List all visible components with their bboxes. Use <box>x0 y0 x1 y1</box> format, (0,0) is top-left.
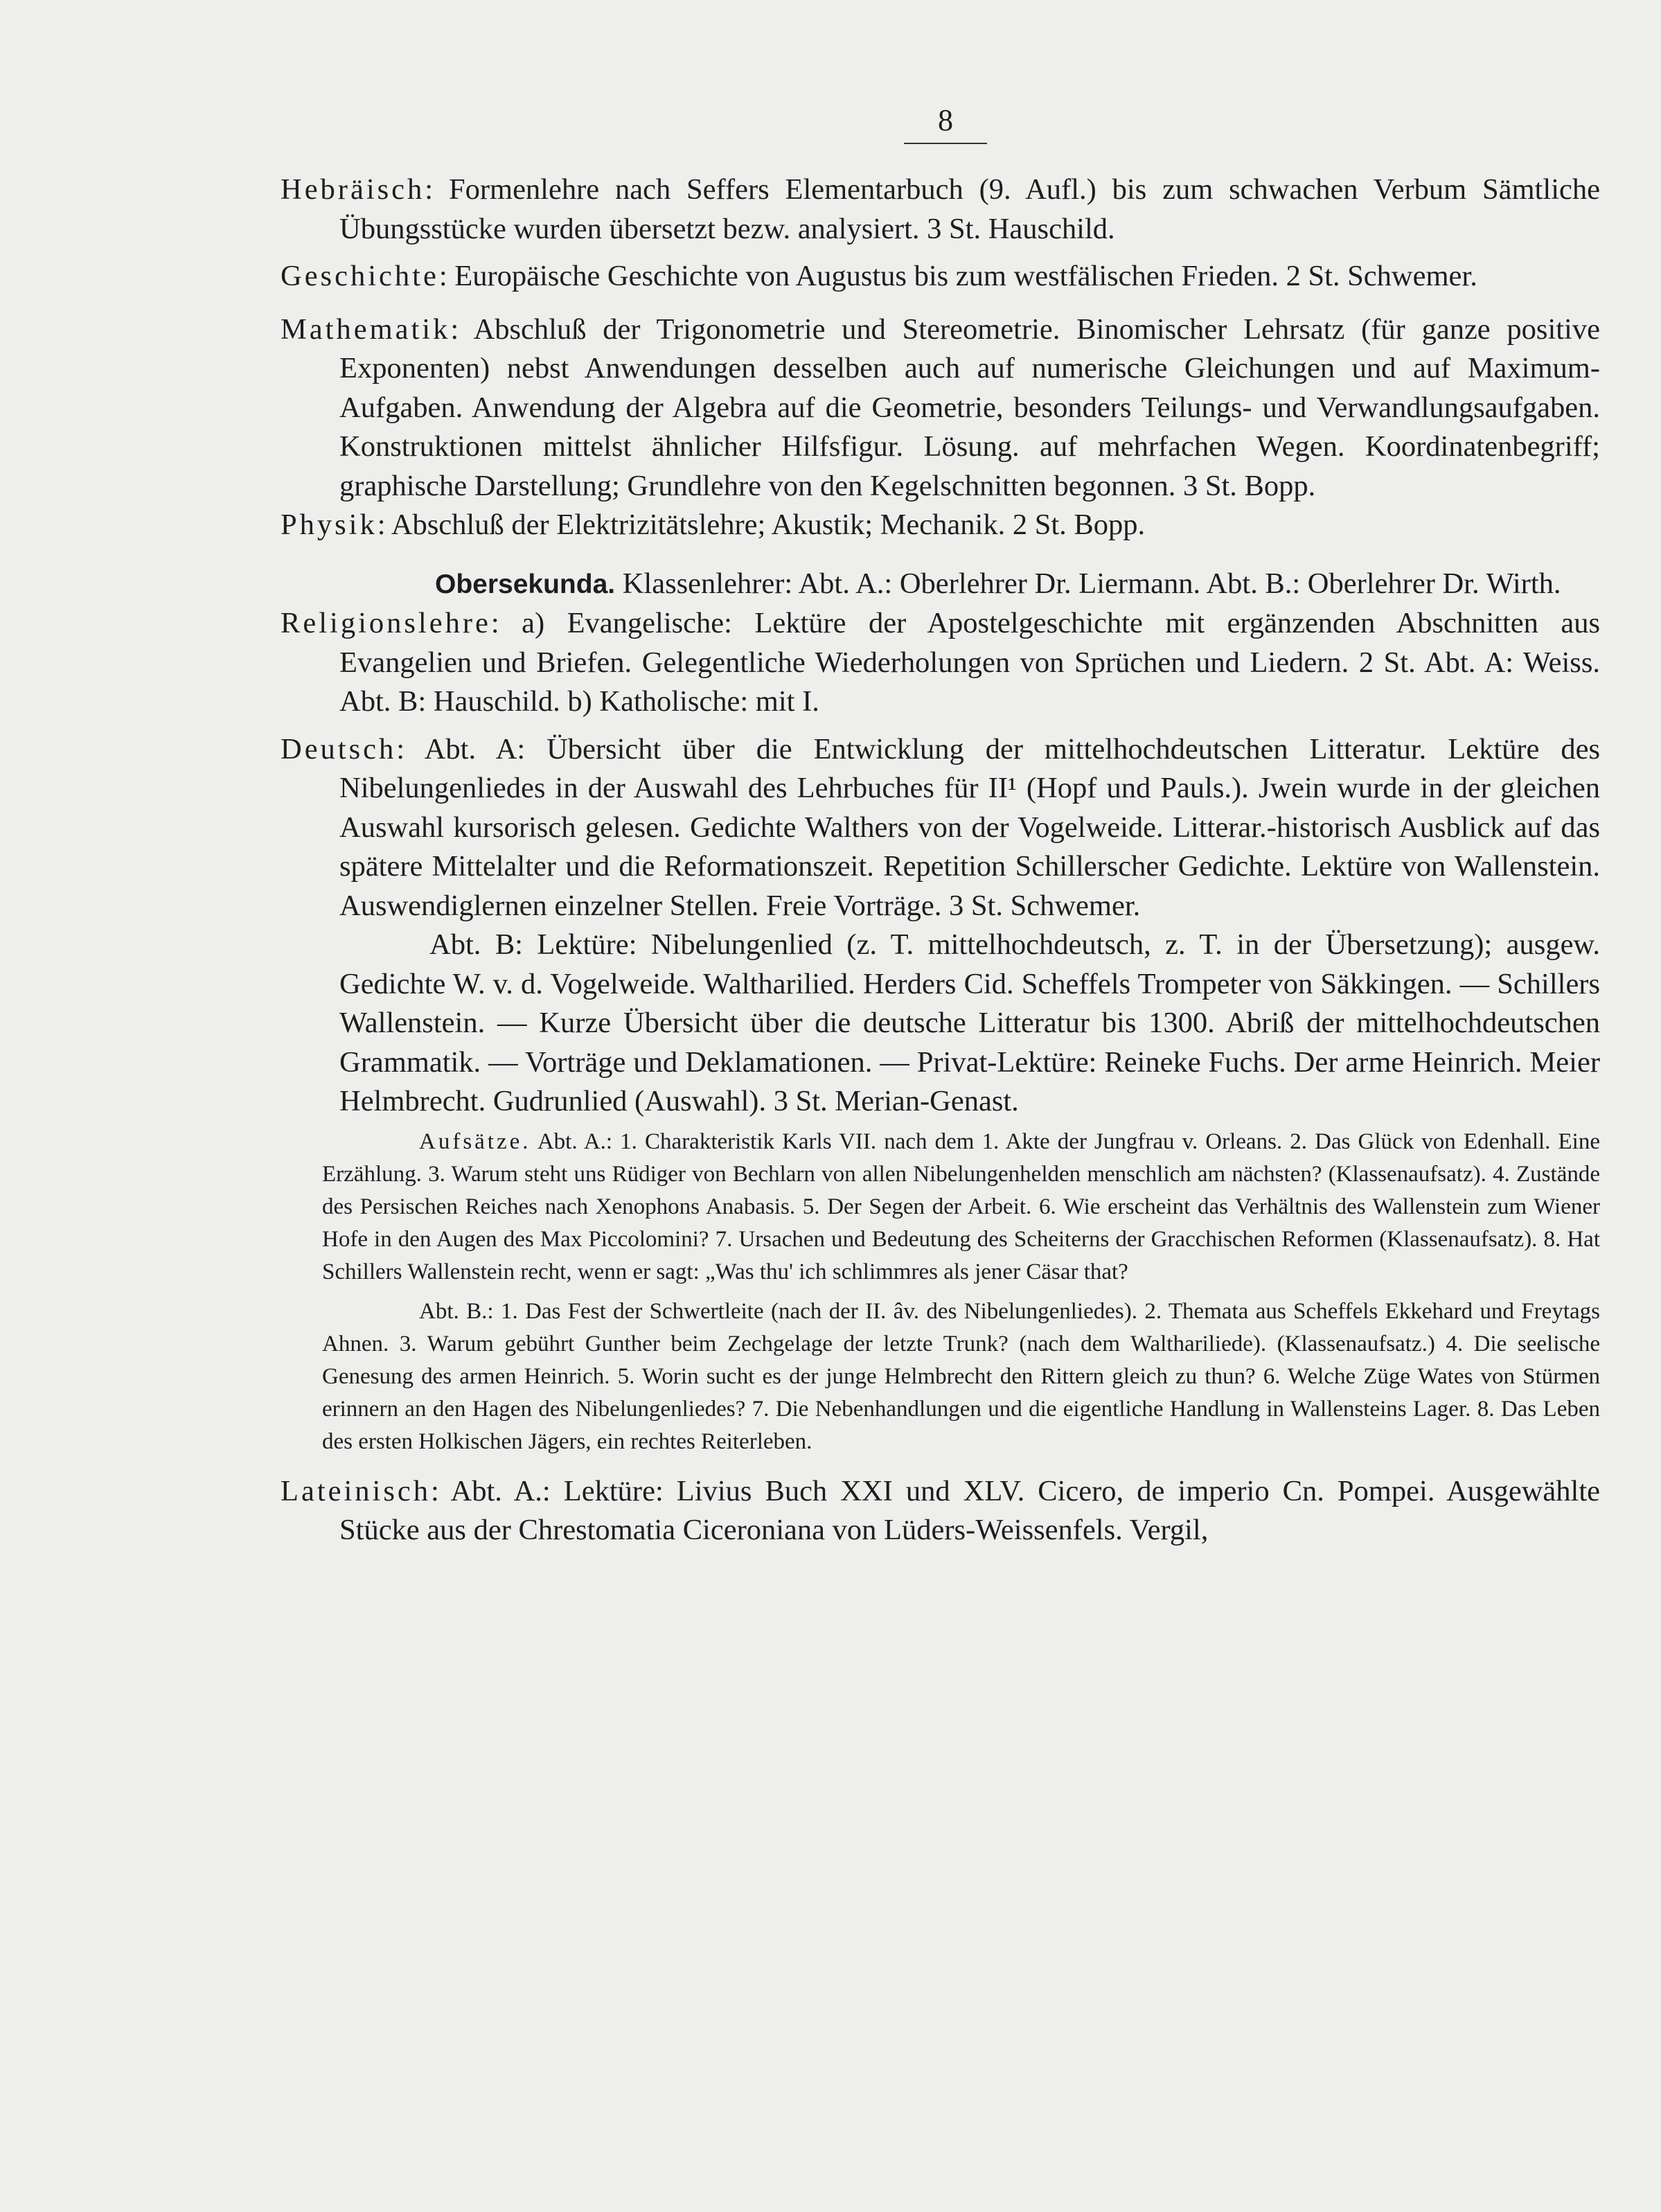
paragraph-text: Abschluß der Elektrizitätslehre; Akustik; Mechanik. 2 St. Bopp. <box>391 508 1146 541</box>
subject-heading: Geschichte <box>281 260 439 292</box>
subject-heading: Lateinisch <box>281 1474 432 1507</box>
page-number: 8 <box>938 103 953 137</box>
paragraph-text: Abt. A.: Lektüre: Livius Buch XXI und XLV. Cicero, de imperio Cn. Pompei. Ausgewählte Stücke aus der Chrestomatia Ciceroniana von Lüders-Weissenfels. Vergil, <box>339 1474 1600 1546</box>
paragraph-deutsch-b: Abt. B: Lektüre: Nibelungenlied (z. T. mittelhochdeutsch, z. T. in der Übersetzung); ausgew. Gedichte W. v. d. Vogelweide. Waltharilied. Herders Cid. Scheffels Trompeter von Säkkingen. — Schillers Wallenstein. — Kurze Übersicht über die deutsche Litteratur bis 1300. Abriß der mittelhochdeutschen Grammatik. — Vorträge und Deklamationen. — Privat-Lektüre: Reineke Fuchs. Der arme Heinrich. Meier Helmbrecht. Gudrunlied (Auswahl). 3 St. Merian-Genast. <box>339 928 1600 1117</box>
paragraph-text: Europäische Geschichte von Augustus bis zum westfälischen Frieden. 2 St. Schwemer. <box>454 260 1477 292</box>
class-level-heading <box>281 565 1600 605</box>
paragraph-text: Abschluß der Trigonometrie und Stereometrie. Binomischer Lehrsatz (für ganze positive Exponenten) nebst Anwendungen desselben auch auf numerische Gleichungen und auf Maximum-Aufgaben. Anwendung der Algebra auf die Geometrie, besonders Teilungs- und Verwandlungsaufgaben. Konstruktionen mittelst ähnlicher Hilfsfigur. Lösung. auf mehrfachen Wegen. Koordinatenbegriff; graphische Darstellung; Grundlehre von den Kegelschnitten begonnen. 3 St. Bopp. <box>339 312 1600 502</box>
subject-heading: Deutsch <box>281 732 397 766</box>
paragraph-mathematik: Mathematik: Abschluß der Trigonometrie und Stereometrie. Binomischer Lehrsatz (für ganze positive Exponenten) nebst Anwendungen desselben auch auf numerische Gleichungen und auf Maximum-Aufgaben. Anwendung der Algebra auf die Geometrie, besonders Teilungs- und Verwandlungsaufgaben. Konstruktionen mittelst ähnlicher Hilfsfigur. Lösung. auf mehrfachen Wegen. Koordinatenbegriff; graphische Darstellung; Grundlehre von den Kegelschnitten begonnen. 3 St. Bopp. <box>281 312 1600 502</box>
subject-heading: Physik <box>281 508 378 541</box>
subject-heading: Religionslehre <box>281 607 491 639</box>
subject-heading: Mathematik <box>281 312 451 346</box>
paragraph-deutsch-a: Deutsch: Abt. A: Übersicht über die Entwicklung der mittelhochdeutschen Litteratur. Lektüre des Nibelungenliedes in der Auswahl des Lehrbuches für II¹ (Hopf und Pauls.). Jwein wurde in der gleichen Auswahl kursorisch gelesen. Gedichte Walthers von der Vogelweide. Litterar.-historisch Ausblick auf das spätere Mittelalter und die Reformationszeit. Repetition Schillerscher Gedichte. Lektüre von Wallenstein. Auswendiglernen einzelner Stellen. Freie Vorträge. 3 St. Schwemer. <box>281 732 1600 922</box>
paragraph-text: a) Evangelische: Lektüre der Apostelgeschichte mit ergänzenden Abschnitten aus Evangelien und Briefen. Gelegentliche Wiederholungen von Sprüchen und Liedern. 2 St. Abt. A: Weiss. Abt. B: Hauschild. b) Katholische: mit I. <box>339 607 1600 718</box>
class-teachers: Klassenlehrer: Abt. A.: Oberlehrer Dr. Liermann. Abt. B.: Oberlehrer Dr. Wirth. <box>622 567 1561 600</box>
subject-heading: Hebräisch <box>281 173 425 206</box>
paragraph-geschichte: Geschichte: Europäische Geschichte von Augustus bis zum westfälischen Frieden. 2 St. Schwemer. <box>281 260 1477 292</box>
paragraph-text: Formenlehre nach Seffers Elementarbuch (9. Aufl.) bis zum schwachen Verbum Sämtliche Übungsstücke wurden übersetzt bezw. analysiert. 3 St. Hauschild. <box>339 173 1601 245</box>
paragraph-religionslehre: Religionslehre: a) Evangelische: Lektüre der Apostelgeschichte mit ergänzenden Abschnitten aus Evangelien und Briefen. Gelegentliche Wiederholungen von Sprüchen und Liedern. 2 St. Abt. A: Weiss. Abt. B: Hauschild. b) Katholische: mit I. <box>281 607 1600 718</box>
paragraph-physik: Physik: Abschluß der Elektrizitätslehre; Akustik; Mechanik. 2 St. Bopp. <box>281 508 1146 541</box>
page-body <box>281 170 1600 1550</box>
essay-list-a <box>281 1126 1600 1289</box>
paragraph-hebraeisch: Hebräisch: Formenlehre nach Seffers Elementarbuch (9. Aufl.) bis zum schwachen Verbum Sämtliche Übungsstücke wurden übersetzt bezw. analysiert. 3 St. Hauschild. <box>281 173 1601 245</box>
page-number-rule <box>904 143 987 144</box>
paragraph-lateinisch: Lateinisch: Abt. A.: Lektüre: Livius Buch XXI und XLV. Cicero, de imperio Cn. Pompei. Ausgewählte Stücke aus der Chrestomatia Ciceroniana von Lüders-Weissenfels. Vergil, <box>281 1474 1600 1546</box>
paragraph-text: Abt. A: Übersicht über die Entwicklung der mittelhochdeutschen Litteratur. Lektüre des Nibelungenliedes in der Auswahl des Lehrbuches für II¹ (Hopf und Pauls.). Jwein wurde in der gleichen Auswahl kursorisch gelesen. Gedichte Walthers von der Vogelweide. Litterar.-historisch Ausblick auf das spätere Mittelalter und die Reformationszeit. Repetition Schillerscher Gedichte. Lektüre von Wallenstein. Auswendiglernen einzelner Stellen. Freie Vorträge. 3 St. Schwemer. <box>339 732 1600 922</box>
essay-list-text: Abt. A.: 1. Charakteristik Karls VII. nach dem 1. Akte der Jungfrau v. Orleans. 2. Das Glück von Edenhall. Eine Erzählung. 3. Warum steht uns Rüdiger von Bechlarn von allen Nibelungenhelden menschlich am nächsten? (Klassenaufsatz). 4. Zustände des Persischen Reiches nach Xenophons Anabasis. 5. Der Segen der Arbeit. 6. Wie erscheint das Verhältnis des Wallenstein zum Wiener Hofe in den Augen des Max Piccolomini? 7. Ursachen und Bedeutung des Scheiterns der Gracchischen Reformen (Klassenaufsatz). 8. Hat Schillers Wallenstein recht, wenn er sagt: „Was thu' ich schlimmres als jener Cäsar that? <box>322 1129 1600 1284</box>
class-level-name: Obersekunda. <box>435 569 616 599</box>
essay-list-label: Aufsätze. <box>419 1129 531 1154</box>
essay-list-b: Abt. B.: 1. Das Fest der Schwertleite (nach der II. âv. des Nibelungenliedes). 2. Themata aus Scheffels Ekkehard und Freytags Ahnen. 3. Warum gebührt Gunther beim Zechgelage der letzte Trunk? (nach dem Walthariliede). (Klassenaufsatz.) 4. Die seelische Genesung des armen Heinrich. 5. Worin sucht es der junge Helmbrecht den Rittern gleich zu thun? 6. Welche Züge Wates von Stürmen erinnern an den Hagen des Nibelungenliedes? 7. Die Nebenhandlungen und die eigentliche Handlung in Wallensteins Lager. 8. Das Leben des ersten Holkischen Jägers, ein rechtes Reiterleben. <box>322 1298 1600 1454</box>
